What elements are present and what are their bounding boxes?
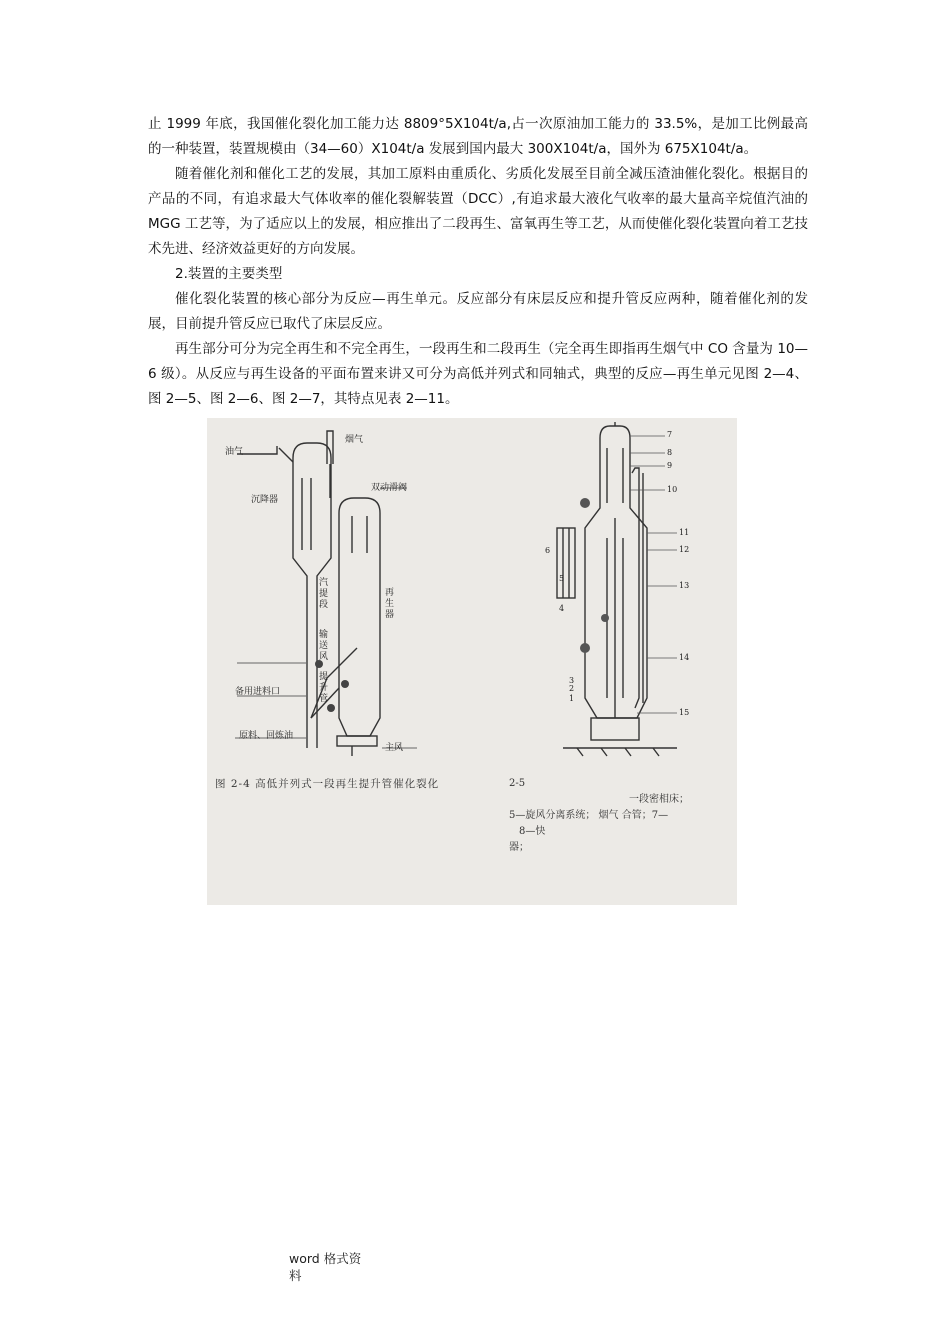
num-3: 3 (569, 676, 575, 685)
footer-line-2: 料 (289, 1268, 302, 1283)
label-settler: 沉降器 (251, 495, 279, 505)
num-1: 1 (569, 694, 575, 703)
num-2: 2 (569, 684, 575, 693)
figure-caption-right (509, 776, 689, 856)
label-regenerator: 再生器 (385, 588, 395, 620)
num-4: 4 (559, 604, 565, 613)
num-13: 13 (679, 581, 690, 590)
num-6: 6 (545, 546, 551, 555)
label-feed-recycle: 原料、回炼油 (239, 731, 294, 741)
body-text (148, 112, 808, 412)
num-11: 11 (679, 528, 690, 537)
label-oil-gas: 油气 (225, 447, 244, 457)
paragraph-1: 止 1999 年底，我国催化裂化加工能力达 8809°5X104t/a,占一次原油加工能力的 33.5%，是加工比例最高的一种装置，装置规模由（34—60）X104t/a 发展到国内最大 300X104t/a，国外为 675X104t/a。 (148, 116, 808, 157)
label-flue-gas: 烟气 (345, 435, 364, 445)
caption-right-line-2: 一段密相床； (629, 794, 689, 805)
num-8: 8 (667, 448, 673, 457)
num-14: 14 (679, 653, 690, 662)
caption-right-line-3: 5—旋风分离系统； 烟气 合管；7— (509, 810, 669, 821)
footer-line-1: word 格式资 (289, 1251, 362, 1266)
scanned-figure (207, 418, 737, 905)
figure-caption-left: 图 2-4 高低并列式一段再生提升管催化裂化 (215, 778, 440, 790)
num-9: 9 (667, 461, 673, 470)
label-spare-feed: 备用进料口 (235, 687, 281, 697)
label-riser: 提升管 (319, 672, 329, 704)
paragraph-2: 随着催化剂和催化工艺的发展，其加工原料由重质化、劣质化发展至目前全减压渣油催化裂化。根据目的产品的不同，有追求最大气体收率的催化裂解装置（DCC）,有追求最大液化气收率的最大量高辛烷值汽油的 MGG 工艺等，为了适应以上的发展，相应推出了二段再生、富氧再生等工艺，从而使催化裂化装置向着工艺技术先进、经济效益更好的方向发展。 (148, 166, 808, 257)
num-15: 15 (679, 708, 690, 717)
paragraph-4: 再生部分可分为完全再生和不完全再生，一段再生和二段再生（完全再生即指再生烟气中 CO 含量为 10—6 级）。从反应与再生设备的平面布置来讲又可分为高低并列式和同轴式，典型的反应—再生单元见图 2—4、图 2—5、图 2—6、图 2—7，其特点见表 2—11。 (148, 341, 808, 407)
num-10: 10 (667, 485, 678, 494)
footer-note (289, 1250, 379, 1284)
num-12: 12 (679, 545, 690, 554)
caption-right-line-4: 8—快 (519, 826, 546, 837)
label-stripping: 汽提段 (319, 578, 329, 610)
caption-right-line-5: 器； (509, 842, 529, 853)
label-main-air: 主风 (385, 743, 404, 753)
num-5: 5 (559, 574, 565, 583)
paragraph-3: 催化裂化装置的核心部分为反应—再生单元。反应部分有床层反应和提升管反应两种，随着催化剂的发展，目前提升管反应已取代了床层反应。 (148, 291, 808, 332)
section-heading: 2.装置的主要类型 (175, 266, 283, 282)
label-double-slide-valve: 双动滑阀 (371, 483, 408, 493)
num-7: 7 (667, 430, 673, 439)
label-conveying-air: 输送风 (319, 630, 329, 662)
caption-right-line-1: 2-5 (509, 778, 526, 789)
